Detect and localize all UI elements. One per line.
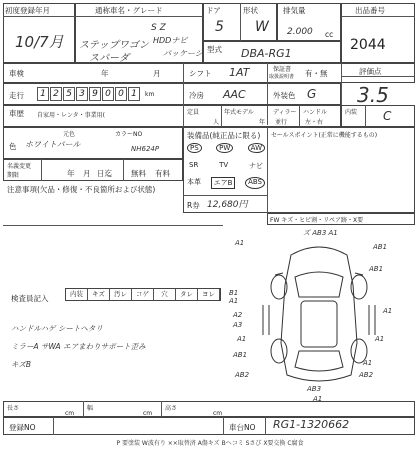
first-registration-value: 10/7月 <box>15 33 64 51</box>
name-change-day: 日迄 <box>97 169 112 178</box>
grade-line-2: HDDナビ <box>153 36 188 45</box>
mileage-digit: 2 <box>50 87 62 101</box>
svg-text:A2: A2 <box>233 311 243 319</box>
selling-point-label: セールスポイント(正常に機能するもの) <box>271 132 378 139</box>
history-label: 車歴 <box>9 109 24 118</box>
ac-label: 冷房 <box>189 91 204 100</box>
height-label: 高さ <box>165 405 178 412</box>
interior-value: C <box>383 109 392 123</box>
svg-text:A1: A1 <box>383 307 393 315</box>
interior-label: 内装 <box>345 109 358 116</box>
year-model-label: 年式モデル <box>224 109 254 116</box>
tv-item: TV <box>219 161 229 169</box>
rear-window-shape <box>295 351 343 371</box>
car-body-outline <box>281 247 357 381</box>
svg-text:AB1: AB1 <box>373 243 388 251</box>
door-label: ドア <box>206 6 221 15</box>
ac-value: AAC <box>223 88 246 101</box>
car-name-line-1: ステップワゴン <box>79 40 149 51</box>
airbag-item: エアB <box>211 177 236 189</box>
svg-text:AB1: AB1 <box>369 265 384 273</box>
notice-label: 注意事項(欠品・修復・不良箇所および状態) <box>7 185 156 194</box>
inspector-label: 検査員記入 <box>11 294 49 303</box>
svg-text:AB2: AB2 <box>359 371 374 379</box>
first-registration-label: 初度登録年月 <box>5 6 50 15</box>
sr-item: SR <box>189 161 199 169</box>
inspection-year: 年 <box>101 69 109 78</box>
steering-label: ハンドル <box>303 109 328 116</box>
name-change-year: 年 <box>67 169 75 178</box>
model-value: DBA-RG1 <box>241 47 292 60</box>
mileage-digit: 3 <box>76 87 88 101</box>
score-value: 3.5 <box>357 83 389 107</box>
recycle-label: R券 <box>187 201 200 210</box>
displacement-label: 排気量 <box>283 6 306 15</box>
inspection-month: 月 <box>153 69 161 78</box>
pw-item: PW <box>216 143 233 153</box>
shift-value: 1AT <box>229 66 250 79</box>
shift-label: シフト <box>189 69 212 78</box>
rear-left-wheel <box>271 339 287 363</box>
car-name-line-2: スパーダ <box>89 53 129 64</box>
color-no-value: NH624P <box>131 145 160 153</box>
inspection-label: 車検 <box>9 69 24 78</box>
mileage-digit: 5 <box>63 87 75 101</box>
svg-text:AB1: AB1 <box>233 351 248 359</box>
svg-text:B1: B1 <box>229 289 239 297</box>
original-color-label: 元色 <box>63 131 76 138</box>
mileage-label: 走行 <box>9 91 24 100</box>
name-change-paid: 有料 <box>155 169 170 178</box>
svg-text:A1: A1 <box>237 335 247 343</box>
aw-item: AW <box>248 143 265 153</box>
inspector-cell: コゲ <box>132 289 154 300</box>
warranty-label: 保証書 <box>273 66 292 73</box>
svg-text:A1: A1 <box>363 359 373 367</box>
score-label: 評価点 <box>359 67 382 76</box>
year-model-unit: 年 <box>259 119 266 126</box>
svg-text:A1: A1 <box>375 335 385 343</box>
windshield-shape <box>295 272 343 297</box>
chassis-no-value: RG1-1320662 <box>273 418 350 431</box>
svg-text:A3: A3 <box>233 321 243 329</box>
inspector-cell: 穴 <box>154 289 176 300</box>
equipment-label: 装備品(純正品に限る) <box>187 131 261 140</box>
svg-text:AB2: AB2 <box>235 371 250 379</box>
dealer-label: ディラー <box>273 109 297 116</box>
color-label: 色 <box>9 142 17 151</box>
displacement-value: 2.000 <box>287 27 313 37</box>
width-label: 幅 <box>87 405 94 412</box>
dealer-sub: 並行 <box>275 119 288 126</box>
door-value: 5 <box>215 19 224 35</box>
svg-text:A1: A1 <box>313 395 323 403</box>
length-label: 長さ <box>7 405 20 412</box>
inspector-cell: 内装 <box>66 289 88 300</box>
trade-name-label: 通称車名・グレード <box>95 6 163 15</box>
shape-label: 形状 <box>243 6 258 15</box>
auction-sheet <box>3 3 415 435</box>
height-unit: cm <box>213 410 223 417</box>
history-options: 自家用・レンタ・事業用( <box>37 112 105 119</box>
capacity-unit: 人 <box>213 119 220 126</box>
warranty-option: 有・無 <box>305 69 328 78</box>
grade-line-3: パッケージ <box>163 49 203 58</box>
length-unit: cm <box>65 410 75 417</box>
mileage-digit: 9 <box>89 87 101 101</box>
name-change-month: 月 <box>83 169 91 178</box>
exterior-color-value: G <box>307 87 317 101</box>
damage-legend-bar: FW キズ・ヒビ割・リペア跡・X要 <box>270 217 364 224</box>
abs-item: ABS <box>245 177 265 189</box>
mileage-unit: km <box>145 91 155 98</box>
name-change-limit: 期限 <box>7 172 20 179</box>
registration-no-label: 登録NO <box>9 423 36 432</box>
recycle-value: 12,680円 <box>207 200 248 210</box>
color-no-label: カラーNO <box>115 131 143 138</box>
note-line-1: ハンドルハゲ シートヘタリ <box>11 324 103 333</box>
note-line-2: ミラーA サWA エアまわりサポート歪み <box>11 342 146 351</box>
mileage-digit: 1 <box>37 87 49 101</box>
mileage-digit: 0 <box>115 87 127 101</box>
equipment-row-3 <box>187 177 265 189</box>
grade-line-1: S Z <box>151 23 166 33</box>
damage-mark-front: ズ AB3 A1 <box>303 229 338 237</box>
inspector-cell: 汚レ <box>110 289 132 300</box>
navi-item: ナビ <box>248 162 263 170</box>
svg-text:A1: A1 <box>235 239 245 247</box>
name-change-label: 名義変更 <box>7 163 32 170</box>
inspector-cell: ヨレ <box>198 289 220 300</box>
legend-line: P 要塗装 W波有り ××取替済 A傷キズ Bヘコミ Sさび X要交換 C腐食 <box>116 440 304 447</box>
roof-shape <box>301 301 337 347</box>
svg-text:A1: A1 <box>229 297 239 305</box>
leather-item: 本革 <box>187 178 201 186</box>
inspector-cell: タレ <box>176 289 198 300</box>
shape-value: W <box>255 19 269 35</box>
mileage-digit: 1 <box>128 87 140 101</box>
svg-text:AB3: AB3 <box>307 385 322 393</box>
displacement-unit: cc <box>325 30 334 39</box>
equipment-row-1 <box>187 143 265 153</box>
ps-item: PS <box>187 143 202 153</box>
inspector-cell: キズ <box>88 289 110 300</box>
capacity-label: 定員 <box>187 109 200 116</box>
steering-option: 左・右 <box>305 119 324 126</box>
note-line-3: キズB <box>11 360 31 369</box>
name-change-free: 無料 <box>131 169 146 178</box>
equipment-row-2 <box>189 161 263 171</box>
width-unit: cm <box>143 410 153 417</box>
color-value: ホワイトパール <box>25 140 81 149</box>
mileage-digits <box>37 87 141 101</box>
lot-number-label: 出品番号 <box>355 6 385 15</box>
chassis-no-label: 車台NO <box>229 423 256 432</box>
warranty-sub: 取扱説明書 <box>269 74 295 80</box>
inspector-table <box>65 288 221 301</box>
car-damage-diagram <box>223 225 415 403</box>
lot-number: 2044 <box>350 37 386 53</box>
mileage-digit: 0 <box>102 87 114 101</box>
model-label: 型式 <box>207 45 222 54</box>
exterior-color-label: 外装色 <box>273 91 296 100</box>
